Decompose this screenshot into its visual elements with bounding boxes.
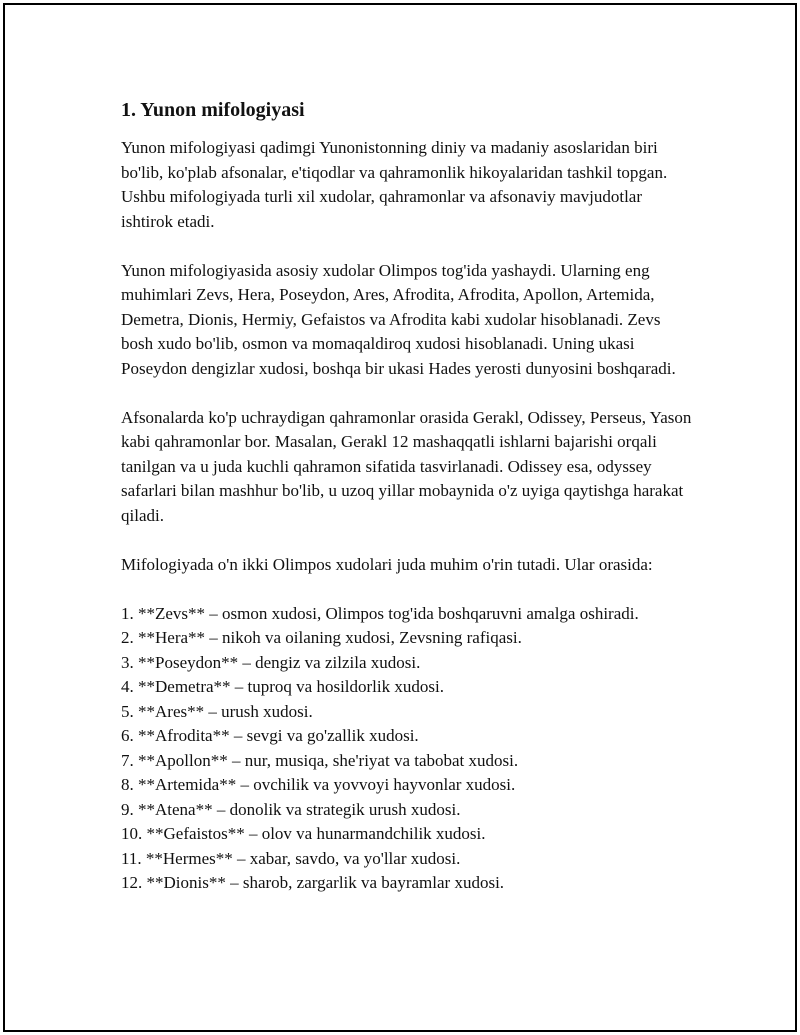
paragraph-intro: Yunon mifologiyasi qadimgi Yunonistonning diniy va madaniy asoslaridan biri bo'lib, ko'plab afsonalar, e'tiqodlar va qahramonlik hikoyalaridan tashkil topgan. Ushbu mifologiyada turli xil xudolar, qahramonlar va afsonaviy mavjudotlar ishtirok etadi. xyxy=(121,138,668,231)
list-item: 11. **Hermes** – xabar, savdo, va yo'llar xudosi. xyxy=(121,848,461,868)
list-item: 8. **Artemida** – ovchilik va yovvoyi hayvonlar xudosi. xyxy=(121,775,516,794)
list-item: 7. **Apollon** – nur, musiqa, she'riyat va tabobat xudosi. xyxy=(121,750,519,770)
document-page xyxy=(3,3,797,1032)
list-item: 3. **Poseydon** – dengiz va zilzila xudosi. xyxy=(121,652,421,672)
list-item: 5. **Ares** – urush xudosi. xyxy=(121,701,313,721)
gods-list xyxy=(121,602,696,896)
list-item: 12. **Dionis** – sharob, zargarlik va bayramlar xudosi. xyxy=(121,873,505,892)
list-item: 2. **Hera** – nikoh va oilaning xudosi, Zevsning rafiqasi. xyxy=(121,628,522,647)
list-item: 9. **Atena** – donolik va strategik urush xudosi. xyxy=(121,799,461,819)
list-item: 10. **Gefaistos** – olov va hunarmandchilik xudosi. xyxy=(121,824,486,843)
paragraph-twelve-gods-intro: Mifologiyada o'n ikki Olimpos xudolari juda muhim o'rin tutadi. Ular orasida: xyxy=(121,554,653,574)
paragraph-olympus-gods: Yunon mifologiyasida asosiy xudolar Olimpos tog'ida yashaydi. Ularning eng muhimlari Zevs, Hera, Poseydon, Ares, Afrodita, Afrodita, Apollon, Artemida, Demetra, Dionis, Hermiy, Gefaistos va Afrodita kabi xudolar hisoblanadi. Zevs bosh xudo bo'lib, osmon va momaqaldiroq xudosi hisoblanadi. Uning ukasi Poseydon dengizlar xudosi, boshqa bir ukasi Hades yerosti dunyosini boshqaradi. xyxy=(121,260,676,378)
document-body xyxy=(121,97,696,896)
section-heading: 1. Yunon mifologiyasi xyxy=(121,99,305,121)
list-item: 1. **Zevs** – osmon xudosi, Olimpos tog'ida boshqaruvni amalga oshiradi. xyxy=(121,603,639,623)
paragraph-heroes: Afsonalarda ko'p uchraydigan qahramonlar orasida Gerakl, Odissey, Perseus, Yason kabi qahramonlar bor. Masalan, Gerakl 12 mashaqqatli ishlarni bajarishi orqali tanilgan va u juda kuchli qahramon sifatida tasvirlanadi. Odissey esa, odyssey safarlari bilan mashhur bo'lib, u uzoq yillar mobaynida o'z uyiga qaytishga harakat qiladi. xyxy=(121,407,692,525)
list-item: 6. **Afrodita** – sevgi va go'zallik xudosi. xyxy=(121,726,419,745)
list-item: 4. **Demetra** – tuproq va hosildorlik xudosi. xyxy=(121,677,444,696)
